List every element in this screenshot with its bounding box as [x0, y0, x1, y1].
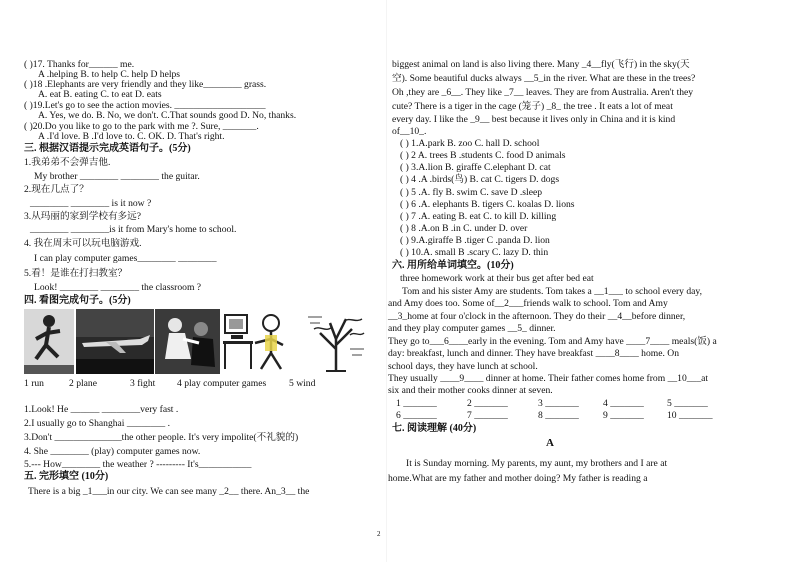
picture-label-4: 4 play computer games — [177, 378, 267, 389]
s3-q1-chinese: 1.我弟弟不会弹吉他. — [24, 157, 111, 168]
reading-line-2: home.What are my father and mother doing? My father is reading a — [388, 473, 648, 484]
cloze-option-3: ( ) 3.A.lion B. giraffe C.elephant D. cat — [400, 162, 551, 173]
question-18: ( )18 .Elephants are very friendly and they like________ grass. — [24, 79, 267, 90]
answer-blank-3: 3 _______ — [538, 398, 579, 409]
cloze-line-2: 空). Some beautiful ducks always __5_in the river. What are these in the trees? — [392, 73, 696, 84]
fill-line-6: day: breakfast, lunch and dinner. They have breakfast ____8____ home. On — [388, 348, 680, 359]
answer-blank-7: 7 _______ — [467, 410, 508, 421]
question-18-options: A. eat B. eating C. to eat D. eats — [38, 89, 162, 100]
section-3-heading: 三. 根据汉语提示完成英语句子。(5分) — [24, 143, 191, 154]
page-divider — [386, 0, 387, 562]
fill-line-8: They usually ____9____ dinner at home. Their father comes home from __10___at — [388, 373, 709, 384]
cloze-line-3: Oh ,they are _6__. They like _7__ leaves. They are from Australia. Aren't they — [392, 87, 694, 98]
section-7-heading: 七. 阅读理解 (40分) — [392, 423, 477, 434]
cloze-passage-start: There is a big _1___in our city. We can see many _2__ there. An_3__ the — [28, 486, 310, 497]
cloze-line-6: of__10_. — [392, 126, 427, 137]
cloze-line-5: every day. I like the _9__ best because it lives only in China and it is kind — [392, 114, 676, 125]
fill-line-4: and they play computer games __5_ dinner. — [388, 323, 556, 334]
cloze-option-7: ( ) 7 .A. eating B. eat C. to kill D. killing — [400, 211, 557, 222]
runner-picture — [24, 309, 74, 374]
cloze-option-10: ( ) 10.A. small B .scary C. lazy D. thin — [400, 247, 549, 258]
answer-blank-8: 8 _______ — [538, 410, 579, 421]
cloze-option-6: ( ) 6 .A. elephants B. tigers C. koalas D. lions — [400, 199, 575, 210]
answer-blank-10: 10 _______ — [667, 410, 713, 421]
s3-q3-english: ________ ________is it from Mary's home to school. — [30, 224, 237, 235]
question-19-options: A. Yes, we do. B. No, we don't. C.That sounds good D. No, thanks. — [38, 110, 297, 121]
s3-q2-chinese: 2.现在几点了？ — [24, 184, 89, 195]
fill-line-5: They go to___6____early in the evening. Tom and Amy have ____7____ meals(饭) a — [388, 336, 717, 347]
answer-blank-5: 5 _______ — [667, 398, 708, 409]
picture-label-5: 5 wind — [289, 378, 316, 389]
answer-blank-6: 6 _______ — [396, 410, 437, 421]
cloze-line-1: biggest animal on land is also living there. Many _4__fly(飞行) in the sky(天 — [392, 59, 690, 70]
picture-label-2: 2 plane — [69, 378, 97, 389]
fill-line-1: Tom and his sister Amy are students. Tom takes a __1___ to school every day, — [402, 286, 703, 297]
question-19: ( )19.Let's go to see the action movies. ___________________ — [24, 100, 266, 111]
wind-picture — [306, 309, 366, 374]
page-number: 2 — [377, 530, 381, 538]
cloze-line-4: cute? There is a tiger in the cage (笼子) _8_ the tree . It eats a lot of meat — [392, 101, 673, 112]
s3-q3-chinese: 3.从玛丽的家到学校有多远? — [24, 211, 141, 222]
s3-q1-english: My brother ________ ________ the guitar. — [34, 171, 200, 182]
s4-q2: 2.I usually go to Shanghai ________ . — [24, 418, 171, 429]
answer-blank-9: 9 _______ — [603, 410, 644, 421]
word-bank: three homework work at their bus get after bed eat — [400, 273, 594, 284]
fill-line-7: school days, they have lunch at school. — [388, 361, 538, 372]
picture-label-3: 3 fight — [130, 378, 156, 389]
s4-q4: 4. She ________ (play) computer games now. — [24, 446, 201, 457]
cloze-option-5: ( ) 5 .A. fly B. swim C. save D .sleep — [400, 187, 543, 198]
s4-q3: 3.Don't ______________the other people. It's very impolite(不礼貌的) — [24, 432, 299, 443]
s3-q5-english: Look! ________ ________ the classroom ? — [34, 282, 202, 293]
question-17: ( )17. Thanks for______ me. — [24, 59, 135, 70]
picture-label-1: 1 run — [24, 378, 44, 389]
answer-blank-4: 4 _______ — [603, 398, 644, 409]
answer-blank-1: 1 _______ — [396, 398, 437, 409]
section-4-heading: 四. 看图完成句子。(5分) — [24, 295, 131, 306]
cloze-option-2: ( ) 2 A. trees B .students C. food D animals — [400, 150, 566, 161]
s3-q5-chinese: 5.看！是谁在打扫教室？ — [24, 268, 128, 279]
passage-title: A — [546, 437, 554, 449]
s4-q1: 1.Look! He ______ ________very fast . — [24, 404, 179, 415]
section-5-heading: 五. 完形填空 (10分) — [24, 471, 109, 482]
question-20-options: A .I'd love. B .I'd love to. C. OK. D. That's right. — [38, 131, 225, 142]
plane-picture — [76, 309, 154, 374]
cloze-option-9: ( ) 9.A.giraffe B .tiger C .panda D. lion — [400, 235, 550, 246]
reading-line-1: It is Sunday morning. My parents, my aunt, my brothers and I are at — [406, 458, 668, 469]
fight-picture — [155, 309, 220, 374]
fill-line-3: __3_home at four o'clock in the afternoon. They do their __4__before dinner, — [388, 311, 686, 322]
s3-q2-english: ________ ________ is it now ? — [30, 198, 152, 209]
fill-line-9: six and their mother cooks dinner at seven. — [388, 385, 553, 396]
cloze-option-8: ( ) 8 .A.on B .in C. under D. over — [400, 223, 528, 234]
s3-q4-english: I can play computer games________ ________ — [34, 253, 217, 264]
section-6-heading: 六. 用所给单词填空。(10分) — [392, 260, 514, 271]
fill-line-2: and Amy does too. Some of__2___friends walk to school. Tom and Amy — [388, 298, 668, 309]
cloze-option-4: ( ) 4 .A .birds(鸟) B. cat C. tigers D. dogs — [400, 174, 560, 185]
question-20: ( )20.Do you like to go to the park with me ?. Sure, _______. — [24, 121, 259, 132]
answer-blank-2: 2 _______ — [467, 398, 508, 409]
question-17-options: A .helping B. to help C. help D helps — [38, 69, 181, 80]
s3-q4-chinese: 4. 我在周末可以玩电脑游戏. — [24, 238, 142, 249]
s4-q5: 5.--- How________ the weather ? --------- It's___________ — [24, 459, 252, 470]
cloze-option-1: ( ) 1.A.park B. zoo C. hall D. school — [400, 138, 540, 149]
computer-games-picture — [221, 309, 291, 374]
